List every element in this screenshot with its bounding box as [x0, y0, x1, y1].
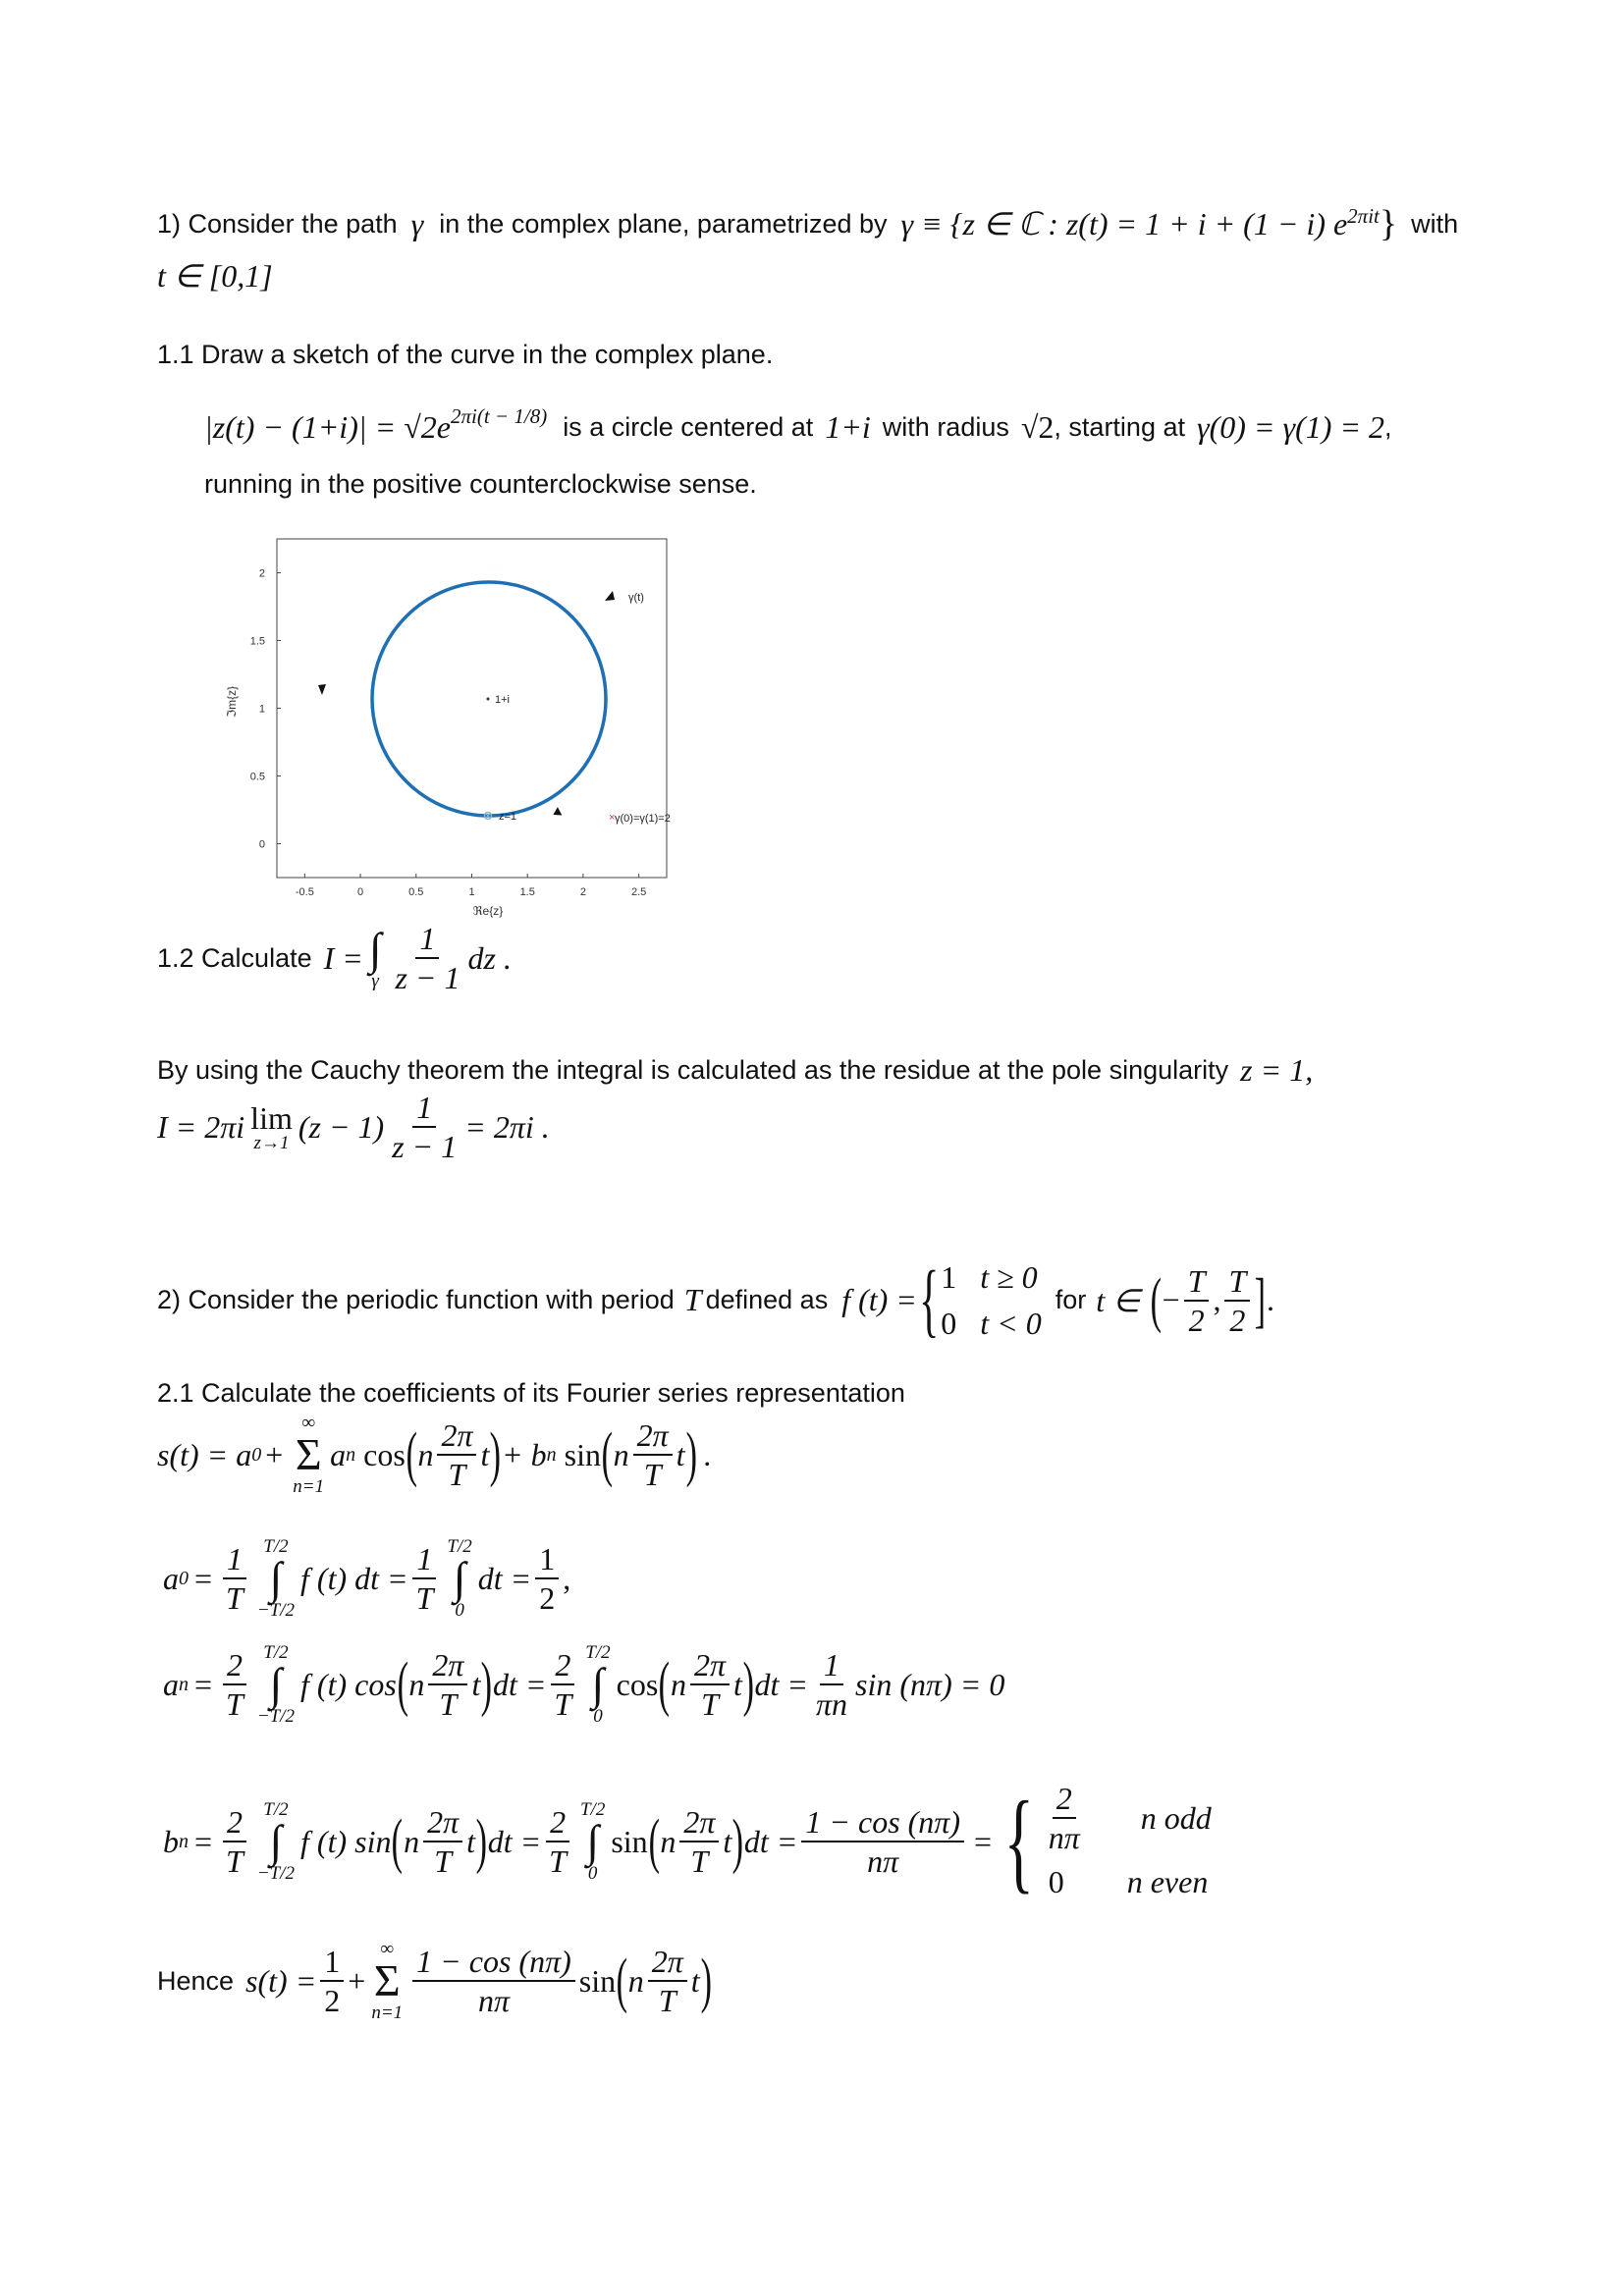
x-tick-label: 2.5: [630, 886, 647, 898]
low-num: T: [1184, 1265, 1210, 1302]
a0-sub: 0: [179, 1567, 189, 1589]
bn-sub: n: [179, 1830, 189, 1852]
bn-int2-top: T/2: [579, 1799, 606, 1821]
q2-end: .: [1266, 1282, 1274, 1317]
case1-condition: t ≥ 0: [980, 1259, 1038, 1296]
residue-fraction: [388, 1092, 460, 1162]
modulus-expression: |z(t) − (1+i)| = √2e: [204, 409, 451, 445]
sum-top: ∞: [301, 1413, 315, 1433]
a0-integral-1: T/2 ∫ −T/2: [256, 1536, 296, 1621]
an-n2: n: [670, 1666, 686, 1702]
f-lhs: f (t) =: [841, 1282, 917, 1317]
cauchy-result: = 2πi .: [464, 1108, 550, 1145]
x-tick-label: 1: [468, 886, 475, 898]
modulus-exponent: 2πi(t − 1/8): [451, 404, 548, 428]
an-lhs: a: [163, 1666, 179, 1702]
bn-n1: n: [404, 1823, 420, 1859]
series-cos-frac: [437, 1419, 476, 1490]
series-an-sub: n: [346, 1443, 356, 1466]
interval-neg: −: [1162, 1282, 1180, 1317]
q1-line1: [157, 202, 1458, 245]
integral-lhs: I =: [323, 939, 363, 976]
contour-integral: ∫ γ: [368, 923, 382, 991]
x-tick-label: -0.5: [295, 886, 314, 898]
series-sum: ∞ Σ n=1: [293, 1413, 325, 1497]
an-int1-bot: −T/2: [256, 1706, 296, 1727]
a0-int1-top: T/2: [263, 1536, 289, 1557]
an-frac1: [428, 1649, 467, 1720]
x-axis-label: ℜe{z}: [472, 904, 504, 918]
q2-t-in: t ∈: [1096, 1282, 1140, 1318]
bn-prefactor-2: [545, 1804, 570, 1880]
sin-frac-num: 2π: [633, 1419, 673, 1456]
an-sub: n: [179, 1673, 189, 1695]
q2-period: T: [683, 1282, 702, 1317]
a0-integrand2: dt =: [477, 1560, 532, 1596]
bn-dt2: dt =: [743, 1823, 798, 1859]
hence-half-num: 1: [320, 1946, 344, 1982]
bn-frac2-den: T: [690, 1843, 709, 1880]
an-f-cos: f (t) cos: [300, 1666, 397, 1702]
high-den: 2: [1229, 1302, 1246, 1338]
series-end: .: [703, 1436, 712, 1472]
bn-frac2: [679, 1804, 719, 1880]
limit-operator: [250, 1099, 293, 1153]
an-pf2-num: 2: [551, 1649, 574, 1685]
integral-tail: dz .: [467, 939, 512, 976]
case1-value: 1: [941, 1259, 957, 1296]
hence-lhs: s(t) =: [245, 1962, 317, 1999]
bn-res-den: nπ: [867, 1843, 899, 1880]
bn-int1-top: T/2: [263, 1799, 289, 1821]
bn-integral-1: T/2 ∫ −T/2: [256, 1799, 296, 1885]
x-tick-label: 1.5: [519, 886, 535, 898]
y-tick-label: 0.5: [249, 771, 265, 783]
lim-sub: z→1: [253, 1132, 290, 1153]
hence-frac-num: 2π: [648, 1946, 687, 1982]
bn-integral-2: T/2 ∫ 0: [579, 1799, 606, 1885]
bn-c1-den: nπ: [1048, 1820, 1080, 1855]
an-pf-den: T: [226, 1686, 244, 1722]
an-cos: cos: [616, 1666, 659, 1702]
bn-int1-bot: −T/2: [256, 1863, 296, 1885]
bn-pf-den: T: [226, 1843, 244, 1880]
an-result-frac: [812, 1649, 851, 1720]
an-frac1-num: 2π: [428, 1649, 467, 1685]
an-t1: t: [471, 1666, 481, 1702]
y-tick-label: 0: [258, 838, 265, 851]
gamma-t-label: γ(t): [628, 592, 644, 604]
path-exponent: 2πit: [1347, 203, 1380, 228]
cauchy-text: By using the Cauchy theorem the integral is calculated as the residue at the pole singularity: [157, 1055, 1229, 1085]
cos-frac-num: 2π: [437, 1419, 476, 1456]
bn-pf2-num: 2: [546, 1806, 569, 1842]
hence-coef: [412, 1946, 575, 2016]
y-tick-label: 1.5: [249, 635, 265, 648]
bn-c1-num: 2: [1053, 1783, 1076, 1819]
bn-frac1-den: T: [434, 1843, 453, 1880]
residue-num: 1: [412, 1092, 436, 1128]
a0-prefactor-2: [412, 1543, 438, 1614]
bn-t1: t: [466, 1823, 476, 1859]
series-bn: + b: [502, 1436, 547, 1472]
series-lhs: s(t) = a: [157, 1436, 252, 1472]
series-plus: +: [265, 1436, 284, 1472]
bn-c2-val: 0: [1048, 1864, 1064, 1899]
residue-den: z − 1: [392, 1129, 458, 1164]
an-frac2-num: 2π: [690, 1649, 730, 1685]
a0-integrand1: f (t) dt =: [300, 1560, 408, 1596]
a0-result-den: 2: [539, 1580, 556, 1616]
bn-frac1-num: 2π: [423, 1806, 462, 1842]
cauchy-lhs: I = 2πi: [157, 1108, 245, 1145]
circle-center: 1+i: [825, 409, 871, 445]
plot-axes-box: [277, 539, 667, 878]
hence-sin: sin: [578, 1962, 617, 1999]
circle-text-c: , starting at: [1054, 412, 1185, 442]
a0-end: ,: [563, 1560, 571, 1596]
an-prefactor-2: [550, 1649, 575, 1720]
q2-1-title: 2.1 Calculate the coefficients of its Fourier series representation: [157, 1378, 905, 1408]
a0-lhs: a: [163, 1560, 179, 1596]
series-cos: cos: [363, 1436, 406, 1472]
series-an: a: [330, 1436, 347, 1472]
hence-half: [320, 1946, 344, 2016]
a0-integral-2: T/2 ∫ 0: [447, 1536, 472, 1621]
series-sin-t: t: [676, 1436, 685, 1472]
x-tick-label: 0: [357, 886, 364, 898]
bn-n2: n: [660, 1823, 677, 1859]
hence-frac-den: T: [658, 1983, 677, 2018]
a0-int2-bot: 0: [455, 1600, 464, 1621]
an-int2-bot: 0: [593, 1706, 603, 1727]
interval-low: [1184, 1262, 1210, 1338]
q1-1-title: 1.1 Draw a sketch of the curve in the complex plane.: [157, 340, 774, 369]
a0-result: [535, 1543, 559, 1614]
hence-half-den: 2: [324, 1983, 341, 2018]
bn-c2-cond: n even: [1126, 1864, 1209, 1899]
cauchy-equation: [157, 1092, 550, 1162]
t-range: t ∈ [0,1]: [157, 258, 273, 294]
an-n1: n: [408, 1666, 425, 1702]
an-dt2: dt =: [754, 1666, 809, 1702]
y-axis-label: ℑm{z}: [225, 685, 239, 719]
bn-dt1: dt =: [487, 1823, 542, 1859]
circle-text-b: with radius: [882, 412, 1009, 442]
an-pf-num: 2: [223, 1649, 246, 1685]
an-equation: a n = $\frac{2}{T}$ T/2 ∫ −T/2 f (t) cos ( n $\frac{2\pi}{T}$ t ) dt = $\frac{2}{T}$ T/2 ∫ 0 cos ( n $\frac{2\pi}{T}$ t ) dt = $\frac{1}{\pi n}$ sin (nπ) = 0: [163, 1642, 1005, 1727]
series-sin-n: n: [613, 1436, 629, 1472]
circle-radius: √2: [1020, 409, 1055, 445]
hence-frac: [648, 1946, 687, 2016]
a0-pf2-den: T: [415, 1580, 434, 1616]
sum-bot: n=1: [293, 1476, 325, 1497]
high-num: T: [1224, 1265, 1250, 1302]
x-tick-label: 0.5: [408, 886, 424, 898]
bn-cases: [1041, 1783, 1212, 1900]
a0-pf2-num: 1: [412, 1543, 436, 1579]
gamma-symbol: γ: [410, 205, 424, 241]
hence-equation: Hence s(t) = $\frac{1}{2}$ + ∞ Σ n=1 $\frac{1 - \cos (n\pi)}{n\pi}$ sin ( n $\frac{2\pi}{T}$ t ): [157, 1939, 712, 2023]
circle-plot: [206, 530, 717, 923]
interval-comma: ,: [1213, 1282, 1221, 1317]
series-a0-sub: 0: [251, 1443, 262, 1466]
series-definition: s(t) = a 0 + ∞ Σ n=1 a n cos ( n $\frac{2\pi}{T}$ t ) + b n sin ( n $\frac{2\pi}{T}$ t ) .: [157, 1413, 712, 1497]
bn-lhs: b: [163, 1823, 179, 1859]
hence-n: n: [627, 1962, 644, 1999]
a0-prefactor: [222, 1543, 247, 1614]
an-dt1: dt =: [493, 1666, 547, 1702]
center-label: 1+i: [495, 694, 510, 706]
an-res-num: 1: [820, 1649, 843, 1685]
a0-pf-den: T: [226, 1580, 244, 1616]
an-result: sin (nπ) = 0: [855, 1666, 1005, 1702]
a0-int2-top: T/2: [447, 1536, 472, 1557]
a0-equation: a 0 = $\frac{1}{T}$ T/2 ∫ −T/2 f (t) dt = $\frac{1}{T}$ T/2 ∫ 0 dt = $\frac{1}{2}$ ,: [163, 1536, 571, 1621]
center-point: [487, 698, 490, 701]
an-frac2: [690, 1649, 730, 1720]
sin-frac-den: T: [643, 1457, 662, 1492]
an-integral-2: T/2 ∫ 0: [585, 1642, 611, 1727]
start-label: γ(0)=γ(1)=2: [615, 813, 671, 825]
bn-eq: =: [973, 1823, 993, 1859]
low-den: 2: [1188, 1302, 1205, 1338]
start-marker: ×: [609, 812, 616, 824]
pole-label: z=1: [499, 811, 517, 823]
bn-frac1: [423, 1804, 462, 1880]
circle-text-d: ,: [1384, 412, 1392, 442]
hence-word: Hence: [157, 1965, 235, 1996]
bn-pf-num: 2: [223, 1806, 246, 1842]
q1-2-title: 1.2 Calculate: [157, 942, 312, 973]
bn-f-sin: f (t) sin: [300, 1823, 392, 1859]
cos-frac-den: T: [448, 1457, 466, 1492]
an-integral-1: T/2 ∫ −T/2: [256, 1642, 296, 1727]
case2-condition: t < 0: [980, 1305, 1042, 1341]
a0-int1-bot: −T/2: [256, 1600, 296, 1621]
circle-text-a: is a circle centered at: [563, 412, 814, 442]
an-int1-top: T/2: [263, 1642, 289, 1663]
case2-value: 0: [941, 1305, 957, 1341]
bn-res-num: 1 − cos (nπ): [801, 1806, 964, 1842]
an-frac1-den: T: [439, 1686, 458, 1722]
bn-sin: sin: [611, 1823, 648, 1859]
bn-frac2-num: 2π: [679, 1806, 719, 1842]
an-prefactor: [222, 1649, 247, 1720]
series-cos-n: n: [417, 1436, 434, 1472]
q1-with: with: [1411, 208, 1459, 239]
series-sin-frac: [633, 1419, 673, 1490]
hence-sum-top: ∞: [380, 1939, 395, 1959]
integrand-den: z − 1: [395, 960, 460, 995]
x-tick-label: 2: [579, 886, 586, 898]
hence-t: t: [690, 1962, 700, 1999]
an-int2-top: T/2: [585, 1642, 611, 1663]
path-close-brace: }: [1379, 203, 1398, 244]
bn-t2: t: [723, 1823, 732, 1859]
q2-intro: 2) Consider the periodic function with period: [157, 1285, 675, 1314]
hence-coef-den: nπ: [477, 1983, 510, 2018]
pole-value: z = 1,: [1240, 1052, 1314, 1088]
an-t2: t: [732, 1666, 742, 1702]
lim-text: lim: [250, 1099, 293, 1136]
a0-result-num: 1: [535, 1543, 559, 1579]
an-frac2-den: T: [701, 1686, 719, 1722]
path-definition: γ ≡ {z ∈ ℂ : z(t) = 1 + i + (1 − i) e: [900, 206, 1348, 241]
y-tick-label: 1: [258, 703, 265, 716]
series-cos-t: t: [480, 1436, 490, 1472]
a0-pf-num: 1: [223, 1543, 246, 1579]
hence-plus: +: [348, 1962, 366, 1999]
q2-defined: defined as: [705, 1285, 829, 1314]
bn-prefactor: [222, 1804, 247, 1880]
series-bn-sub: n: [546, 1443, 557, 1466]
bn-case1-frac: [1045, 1783, 1084, 1853]
cauchy-line: [157, 1052, 1313, 1089]
start-point: γ(0) = γ(1) = 2: [1197, 409, 1385, 445]
hence-sum: ∞ Σ n=1: [371, 1939, 404, 2023]
q1-1-answer-line: [204, 404, 1392, 451]
q2-for: for: [1055, 1285, 1087, 1314]
circle-text-e: running in the positive counterclockwise sense.: [204, 469, 757, 499]
q1-param-text: in the complex plane, parametrized by: [439, 208, 888, 239]
hence-sum-bot: n=1: [371, 2002, 404, 2023]
q1-2-line: [157, 923, 512, 993]
q1-intro: 1) Consider the path: [157, 208, 398, 239]
an-res-den: πn: [816, 1686, 848, 1722]
integrand-num: 1: [415, 923, 439, 959]
bn-pf2-den: T: [549, 1843, 567, 1880]
bn-c1-cond: n odd: [1140, 1799, 1212, 1836]
f-cases: [941, 1255, 1041, 1346]
bn-result-frac: [801, 1804, 964, 1880]
interval-high: [1224, 1262, 1250, 1338]
bn-equation: b n = $\frac{2}{T}$ T/2 ∫ −T/2 f (t) sin ( n $\frac{2\pi}{T}$ t ) dt = $\frac{2}{T}$ T/2 ∫ 0 sin ( n $\frac{2\pi}{T}$ t ) dt = $\frac{1 - \cos (n\pi)}{n\pi}$ = { $\frac{2}{n\pi}$ n odd 0 n even: [163, 1779, 1212, 1905]
residue-factor: (z − 1): [298, 1108, 385, 1145]
hence-coef-num: 1 − cos (nπ): [412, 1946, 575, 1982]
q2-line: 2) Consider the periodic function with period T defined as f (t) = { 1 t ≥ 0 0 t < 0 for t ∈ ( − $\frac{T}{2}$ , $\frac{T}{2}$ ] .: [157, 1255, 1274, 1346]
bn-int2-bot: 0: [587, 1863, 598, 1885]
series-sin: sin: [564, 1436, 601, 1472]
an-pf2-den: T: [554, 1686, 572, 1722]
integrand-fraction: [391, 923, 463, 993]
y-tick-label: 2: [258, 567, 265, 580]
contour-label: γ: [371, 970, 379, 991]
